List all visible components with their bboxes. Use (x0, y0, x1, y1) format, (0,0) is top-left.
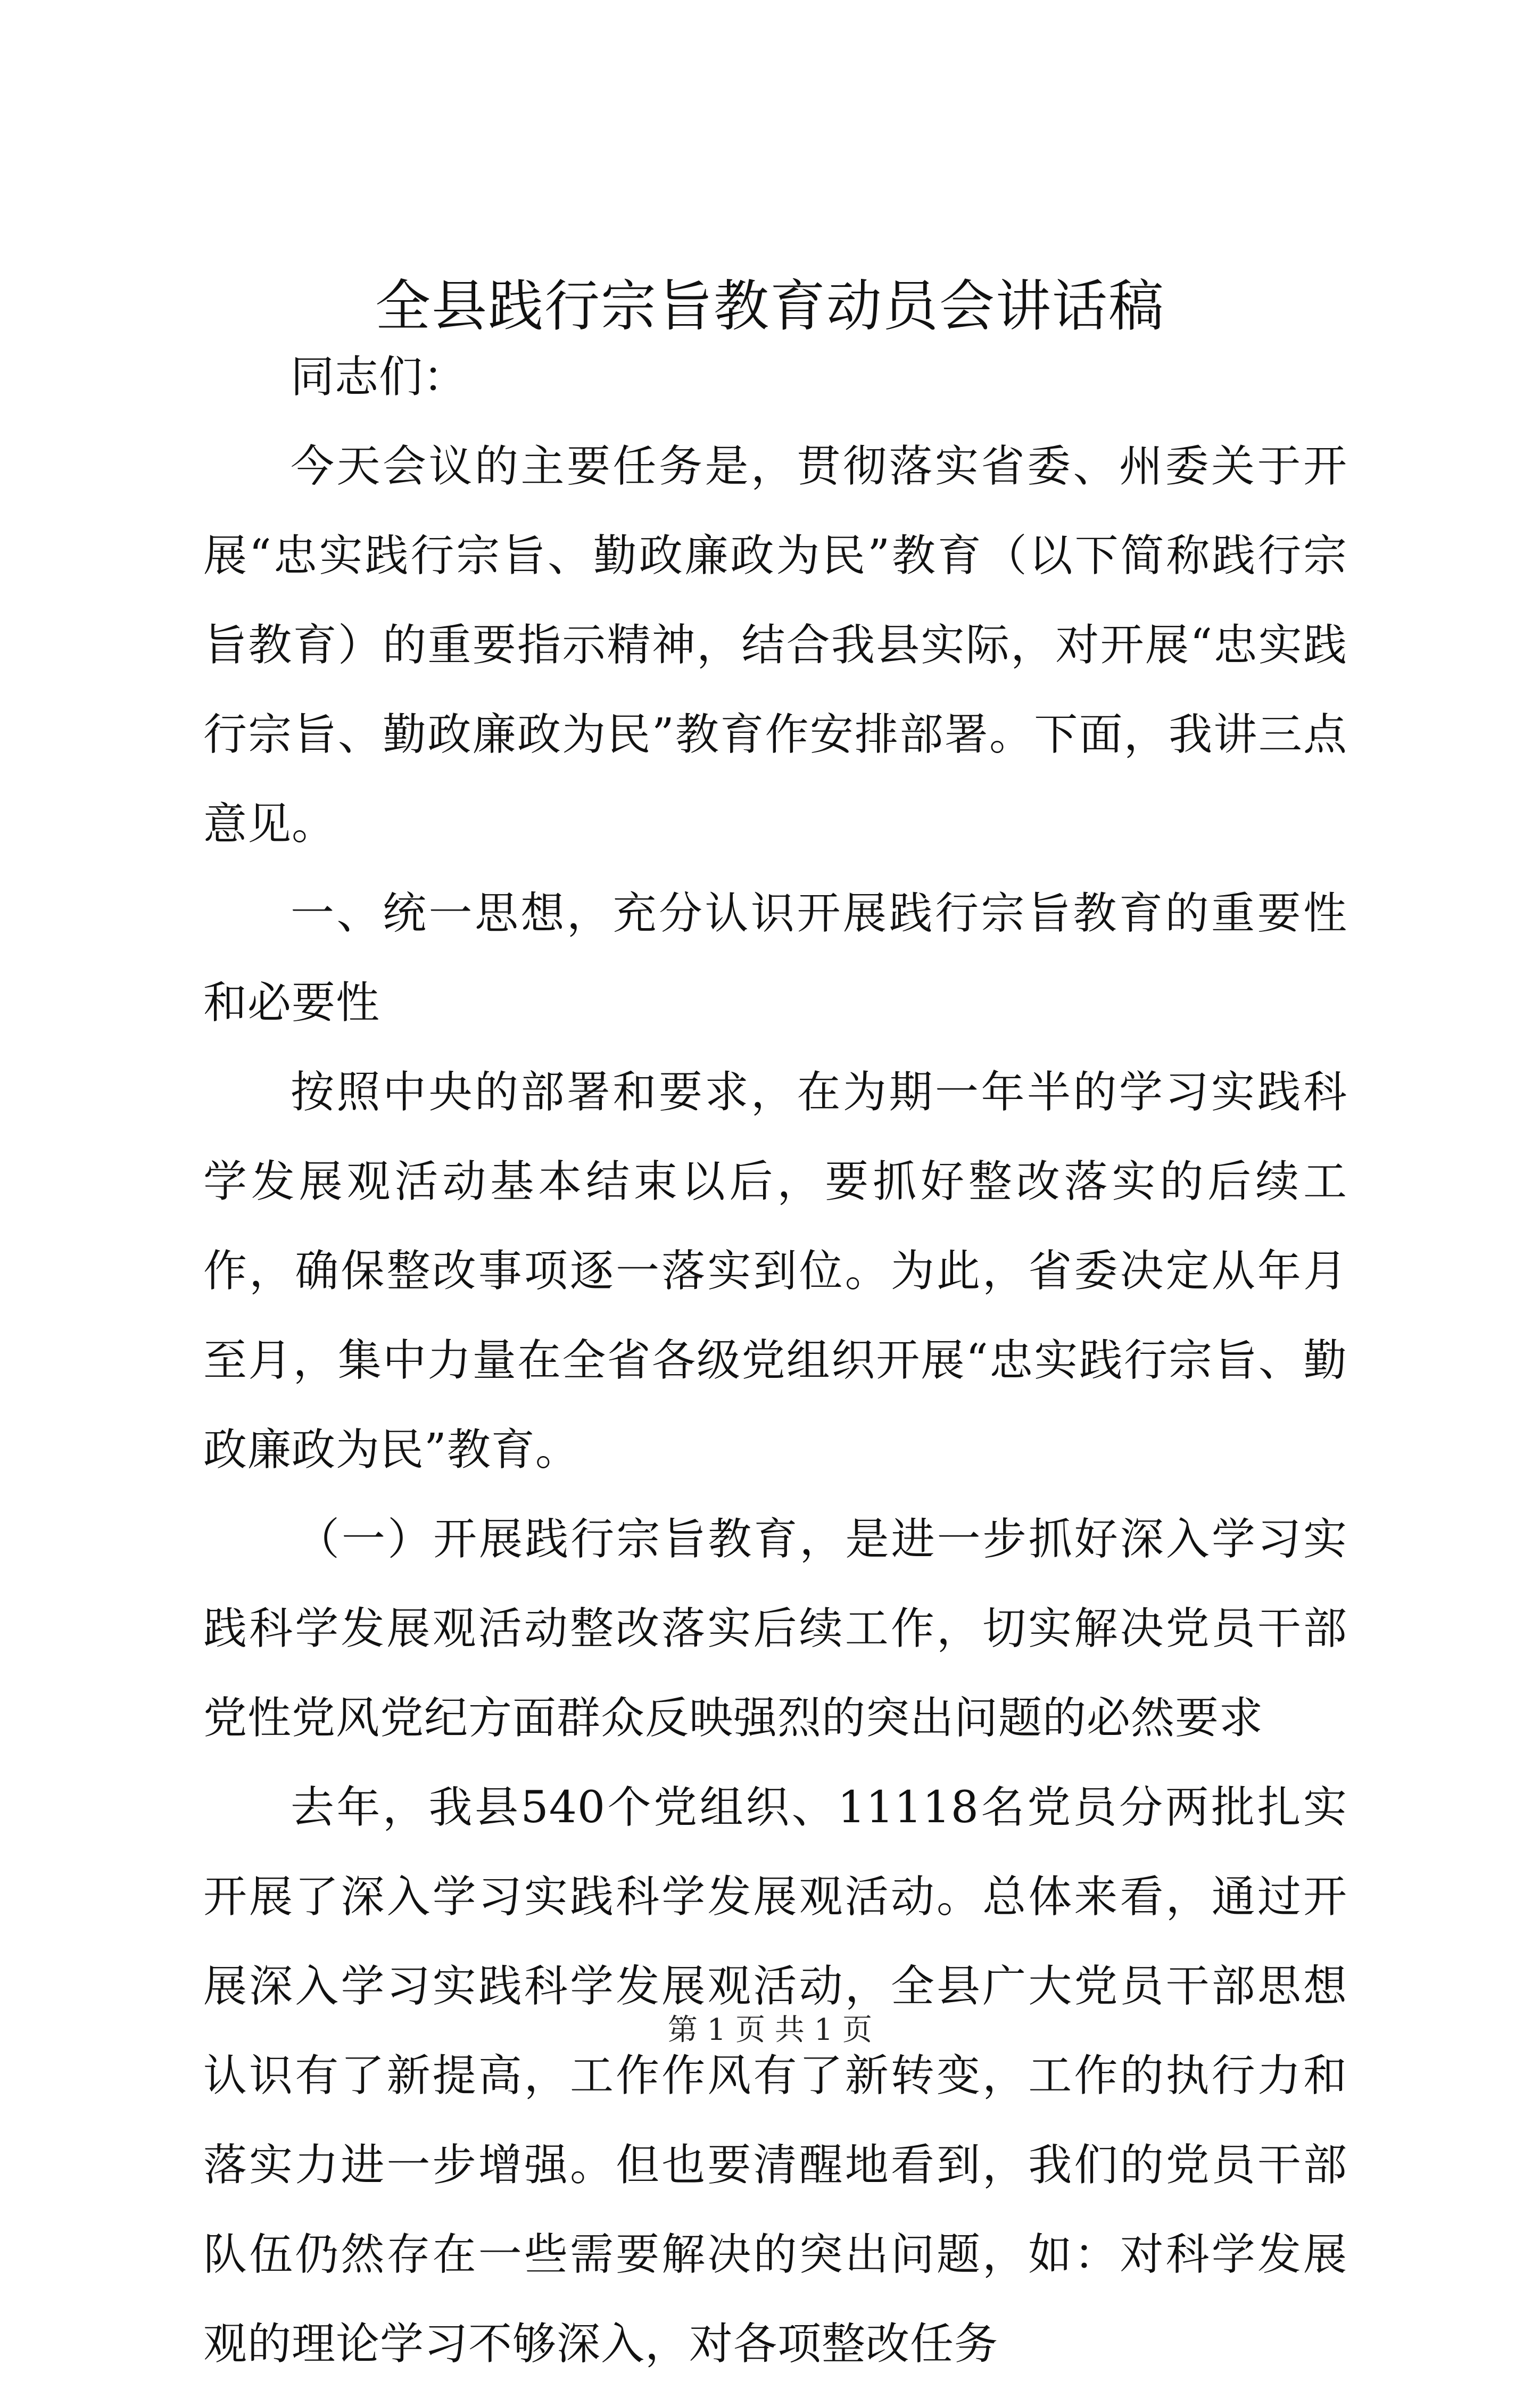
page-footer: 第 1 页 共 1 页 (667, 2013, 873, 2047)
body-paragraph: 去年，我县540个党组织、11118名党员分两批扎实开展了深入学习实践科学发展观活动。总体来看，通过开展深入学习实践科学发展观活动，全县广大党员干部思想认识有了新提高，工作作风有了新转变，工作的执行力和落实力进一步增强。但也要清醒地看到，我们的党员干部队伍仍然存在一些需要解决的突出问题，如：对科学发展观的理论学习不够深入，对各项整改任务 (203, 1782, 1347, 2369)
document-body (203, 333, 1347, 2389)
subsection-heading-1: （一）开展践行宗旨教育，是进一步抓好深入学习实践科学发展观活动整改落实后续工作，切实解决党员干部党性党风党纪方面群众反映强烈的突出问题的必然要求 (203, 1514, 1347, 1743)
intro-paragraph: 今天会议的主要任务是，贯彻落实省委、州委关于开展“忠实践行宗旨、勤政廉政为民”教育（以下简称践行宗旨教育）的重要指示精神，结合我县实际，对开展“忠实践行宗旨、勤政廉政为民”教育作安排部署。下面，我讲三点意见。 (203, 441, 1347, 849)
body-paragraph: 按照中央的部署和要求，在为期一年半的学习实践科学发展观活动基本结束以后，要抓好整改落实的后续工作，确保整改事项逐一落实到位。为此，省委决定从年月至月，集中力量在全省各级党组织开展“忠实践行宗旨、勤政廉政为民”教育。 (203, 1067, 1347, 1475)
salutation-paragraph: 同志们： (291, 352, 468, 402)
section-heading-1: 一、统一思想，充分认识开展践行宗旨教育的重要性和必要性 (203, 888, 1347, 1028)
document-title: 全县践行宗旨教育动员会讲话稿 (375, 274, 1165, 338)
